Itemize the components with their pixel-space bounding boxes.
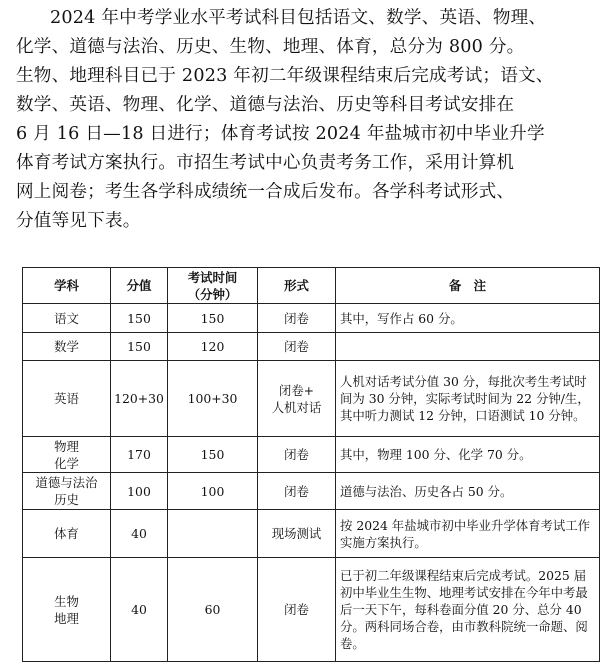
cell-subject [23,361,111,437]
form-line: 闭卷 [284,447,309,462]
header-time [168,268,258,304]
subject-line: 历史 [54,492,79,507]
header-time-unit: （分钟） [187,286,238,302]
table-header-row [23,268,600,304]
exam-subjects-table [22,267,600,662]
header-time-label: 考试时间 [187,269,238,285]
subject-line: 体育 [54,526,79,541]
table-row [23,437,600,473]
form-line: 闭卷 [284,339,309,354]
subject-line: 数学 [54,339,79,354]
form-line: 现场测试 [271,526,322,541]
table-row [23,361,600,437]
cell-form [258,473,336,510]
cell-subject [23,437,111,473]
cell-note: 其中，写作占 60 分。 [336,304,600,333]
intro-line: 2024 年中考学业水平考试科目包括语文、数学、英语、物理、 [50,8,547,28]
cell-time: 150 [168,437,258,473]
intro-line: 分值等见下表。 [16,211,141,231]
cell-note: 按 2024 年盐城市初中毕业升学体育考试工作实施方案执行。 [336,510,600,558]
header-form: 形式 [258,268,336,304]
cell-form [258,510,336,558]
table-row [23,558,600,662]
cell-note: 道德与法治、历史各占 50 分。 [336,473,600,510]
subject-line: 生物 [54,593,79,609]
cell-time: 100+30 [168,361,258,437]
cell-note: 已于初二年级课程结束后完成考试。2025 届初中毕业生生物、地理考试安排在今年中考最后一天下午，每科卷面分值 20 分、总分 40 分。两科同场合卷，由市教科院统一命题、阅卷。 [336,558,600,662]
cell-form [258,333,336,361]
cell-score: 40 [111,558,168,662]
cell-time: 100 [168,473,258,510]
subject-line: 地理 [54,610,79,626]
cell-time: 60 [168,558,258,662]
form-line: 闭卷 [284,310,309,326]
cell-note: 其中，物理 100 分、化学 70 分。 [336,437,600,473]
cell-subject [23,333,111,361]
table-row [23,333,600,361]
form-line: 闭卷+ [278,382,315,398]
subject-line: 道德与法治 [35,475,98,490]
cell-score: 120+30 [111,361,168,437]
table-row [23,510,600,558]
cell-time [168,510,258,558]
cell-time: 120 [168,333,258,361]
cell-score: 150 [111,304,168,333]
table-row [23,473,600,510]
table-row [23,304,600,333]
intro-line: 6 月 16 日—18 日进行；体育考试按 2024 年盐城市初中毕业升学 [16,124,545,144]
cell-note: 人机对话考试分值 30 分，每批次考生考试时间为 30 分钟，实际考试时间为 22 分钟/生，其中听力测试 12 分钟，口语测试 10 分钟。 [336,361,600,437]
cell-score: 150 [111,333,168,361]
form-line: 闭卷 [284,602,309,617]
cell-form [258,437,336,473]
cell-subject [23,558,111,662]
cell-form [258,361,336,437]
form-line: 闭卷 [284,483,309,499]
subject-line: 化学 [54,455,79,471]
header-note: 备 注 [336,268,600,304]
intro-line: 数学、英语、物理、化学、道德与法治、历史等科目考试安排在 [16,95,515,115]
cell-score: 170 [111,437,168,473]
form-line: 人机对话 [271,399,322,415]
cell-score: 100 [111,473,168,510]
cell-subject [23,510,111,558]
intro-paragraph [16,4,598,236]
cell-subject [23,473,111,510]
intro-line: 网上阅卷；考生各学科成绩统一合成后发布。各学科考试形式、 [16,182,515,202]
cell-subject [23,304,111,333]
intro-line: 化学、道德与法治、历史、生物、地理、体育，总分为 800 分。 [16,37,525,57]
subject-line: 物理 [54,438,79,454]
intro-line: 生物、地理科目已于 2023 年初二年级课程结束后完成考试；语文、 [16,66,554,86]
header-subject: 学科 [23,268,111,304]
cell-form [258,304,336,333]
cell-form [258,558,336,662]
subject-line: 英语 [54,391,79,406]
intro-line: 体育考试方案执行。市招生考试中心负责考务工作，采用计算机 [16,153,515,173]
subject-line: 语文 [54,310,79,326]
cell-score: 40 [111,510,168,558]
header-score: 分值 [111,268,168,304]
cell-time: 150 [168,304,258,333]
cell-note [336,333,600,361]
